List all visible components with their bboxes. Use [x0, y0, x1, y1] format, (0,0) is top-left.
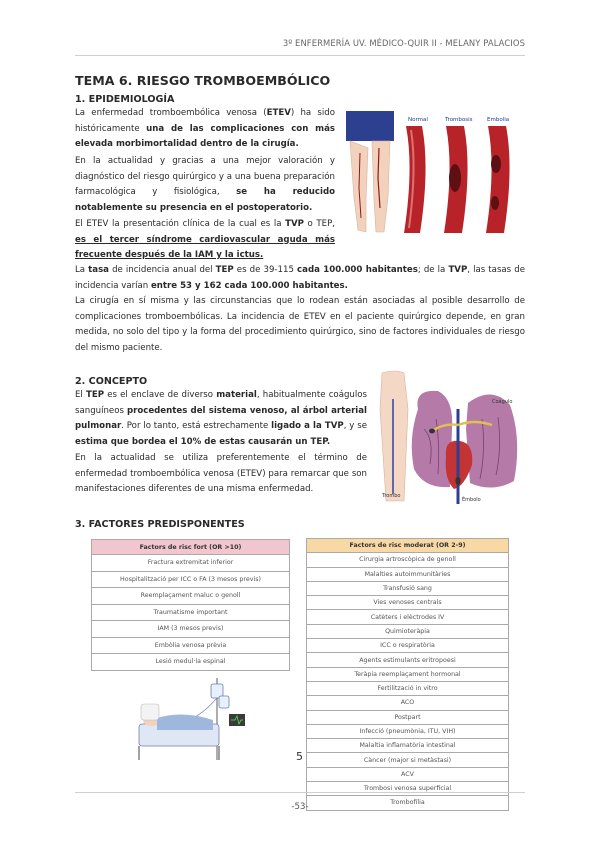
moderate-risk-row: Càncer (major si metàstasi) [307, 753, 509, 767]
strong-risk-row: Hospitalització per ICC o FA (3 mesos previs) [92, 571, 290, 588]
moderate-risk-row: Postpart [307, 710, 509, 724]
epidemiologia-paragraph-3: El ETEV la presentación clínica de la cual es la TVP o TEP, es el tercer síndrome cardiovascular aguda más frecuente después de la IAM y la ictus. [75, 219, 335, 261]
moderate-risk-row: Vies venoses centrals [307, 596, 509, 610]
illustration-label-embolia: Embolia [487, 117, 510, 123]
epidemiologia-paragraph-2: En la actualidad y gracias a una mejor valoración y diagnóstico del riesgo quirúrgico y a una buena preparación farmacológica y fisiológica, se ha reducido notablemente su presencia en el postoperatorio. [75, 156, 335, 213]
strong-risk-row: Lesió medul·la espinal [92, 654, 290, 671]
strong-risk-factors-table [91, 539, 290, 671]
illustration-label-normal: Normal [408, 117, 428, 123]
moderate-risk-row: ICC o respiratòria [307, 639, 509, 653]
moderate-risk-row: Cirurgia artroscòpica de genoll [307, 553, 509, 567]
strong-risk-row: IAM (3 mesos previs) [92, 621, 290, 638]
epidemiologia-paragraph-4: La tasa de incidencia anual del TEP es de 39-115 cada 100.000 habitantes; de la TVP, las tasas de incidencia varían entre 53 y 162 cada 100.000 habitantes. [75, 265, 526, 291]
illustration-label-trombo: Trombo [382, 493, 401, 499]
strong-risk-row: Embòlia venosa prèvia [92, 637, 290, 654]
small-page-marker: 5 [296, 750, 303, 763]
moderate-risk-factors-table [306, 538, 509, 811]
hospital-bed-illustration [133, 674, 249, 765]
moderate-risk-row: Trombosi venosa superficial [307, 782, 509, 796]
strong-risk-row: Reemplaçament maluc o genoll [92, 588, 290, 605]
illustration-label-embolo: Émbolo [462, 497, 481, 503]
moderate-risk-row: Malaltia inflamatòria intestinal [307, 739, 509, 753]
illustration-label-coagulo: Coágulo [492, 399, 513, 405]
moderate-risk-row: Fertilització in vitro [307, 681, 509, 695]
moderate-risk-row: Teràpia reemplaçament hormonal [307, 667, 509, 681]
epidemiologia-paragraph-1: La enfermedad tromboembólica venosa (ETEV) ha sido históricamente una de las complicaciones con más elevada morbimortalidad dentro de la cirugía. [75, 108, 335, 150]
page-header: 3º ENFERMERÍA UV. MÉDICO-QUIR II - MELANY PALACIOS [282, 38, 525, 48]
venous-thrombosis-illustration [344, 108, 525, 239]
moderate-risk-row: ACO [307, 696, 509, 710]
page-number: -53- [291, 802, 309, 812]
pulmonary-embolism-illustration [374, 369, 525, 504]
strong-risk-row: Fractura extremitat inferior [92, 555, 290, 572]
concepto-paragraph-2: En la actualidad se utiliza preferentemente el término de enfermedad tromboembólica venosa (ETEV) para remarcar que son manifestaciones diferentes de una misma enfermedad. [75, 453, 367, 495]
illustration-label-trombosis: Trombosis [445, 117, 473, 123]
epidemiologia-paragraph-5: La cirugía en sí misma y las circunstancias que lo rodean están asociadas al posible desarrollo de complicaciones tromboembólicas. La incidencia de ETEV en el paciente quirúrgico depende, en gran medida, no solo del tipo y la forma del procedimiento quirúrgico, sino de factores individuales de riesgo del mismo paciente. [75, 296, 525, 353]
moderate-risk-header: Factors de risc moderat (OR 2-9) [307, 539, 509, 553]
moderate-risk-row: Catèters i elèctrodes IV [307, 610, 509, 624]
section-concepto-heading: 2. CONCEPTO [75, 376, 148, 387]
header-divider [75, 55, 525, 56]
section-epidemiologia-heading: 1. EPIDEMIOLOGÍA [75, 94, 175, 105]
section-factores-heading: 3. FACTORES PREDISPONENTES [75, 519, 245, 530]
concepto-paragraph-1: El TEP es el enclave de diverso material, habitualmente coágulos sanguíneos procedentes del sistema venoso, al árbol arterial pulmonar. Por lo tanto, está estrechamente ligado a la TVP, y se estima que bordea el 10% de estas causarán un TEP. [75, 390, 368, 447]
moderate-risk-row: Transfusió sang [307, 581, 509, 595]
moderate-risk-row: ACV [307, 767, 509, 781]
moderate-risk-row: Quimioteràpia [307, 624, 509, 638]
page-title: TEMA 6. RIESGO TROMBOEMBÓLICO [75, 73, 331, 88]
moderate-risk-row: Malalties autoimmunitàries [307, 567, 509, 581]
strong-risk-header: Factors de risc fort (OR >10) [92, 540, 290, 555]
strong-risk-row: Traumatisme important [92, 604, 290, 621]
footer-divider [75, 792, 525, 793]
moderate-risk-row: Trombofília [307, 796, 509, 810]
moderate-risk-row: Agents estimulants eritropoesi [307, 653, 509, 667]
moderate-risk-row: Infecció (pneumònia, ITU, VIH) [307, 724, 509, 738]
